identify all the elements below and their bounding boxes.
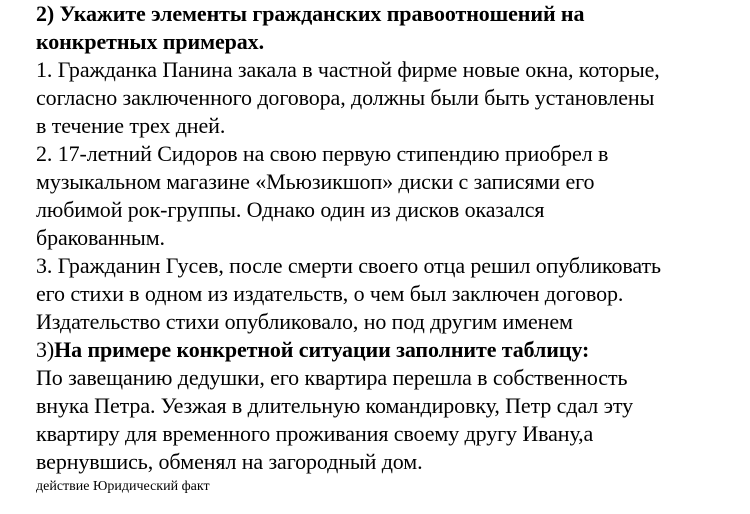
task2-item3-line1: 3. Гражданин Гусев, после смерти своего отца решил опубликовать: [36, 253, 661, 278]
task2-item3-line3: Издательство стихи опубликовало, но под другим именем: [36, 309, 573, 334]
task2-item3-line2: его стихи в одном из издательств, о чем был заключен договор.: [36, 281, 624, 306]
task2-item2-line2: музыкальном магазине «Мьюзикшоп» диски с записями его: [36, 169, 595, 194]
task2-item2-line4: бракованным.: [36, 225, 165, 250]
task2-item1-line1: 1. Гражданка Панина закала в частной фирме новые окна, которые,: [36, 57, 660, 82]
table-header-fragment: действие Юридический факт: [36, 479, 210, 494]
task2-heading-line2: конкретных примерах.: [36, 29, 264, 54]
task3-text-line1: По завещанию дедушки, его квартира перешла в собственность: [36, 365, 628, 390]
task3-number: 3): [36, 337, 55, 362]
task3-text-line4: вернувшись, обменял на загородный дом.: [36, 449, 423, 474]
task2-item1-line3: в течение трех дней.: [36, 113, 226, 138]
task2-item1-line2: согласно заключенного договора, должны были быть установлены: [36, 85, 655, 110]
task2-heading-line1: 2) Укажите элементы гражданских правоотношений на: [36, 1, 585, 26]
task3-text-line3: квартиру для временного проживания своему другу Ивану,а: [36, 421, 594, 446]
task3-text-line2: внука Петра. Уезжая в длительную командировку, Петр сдал эту: [36, 393, 634, 418]
task3-heading: На примере конкретной ситуации заполните таблицу:: [54, 337, 590, 362]
task2-item2-line1: 2. 17-летний Сидоров на свою первую стипендию приобрел в: [36, 141, 609, 166]
task3-heading-line: [36, 336, 589, 364]
task2-item2-line3: любимой рок-группы. Однако один из дисков оказался: [36, 197, 545, 222]
